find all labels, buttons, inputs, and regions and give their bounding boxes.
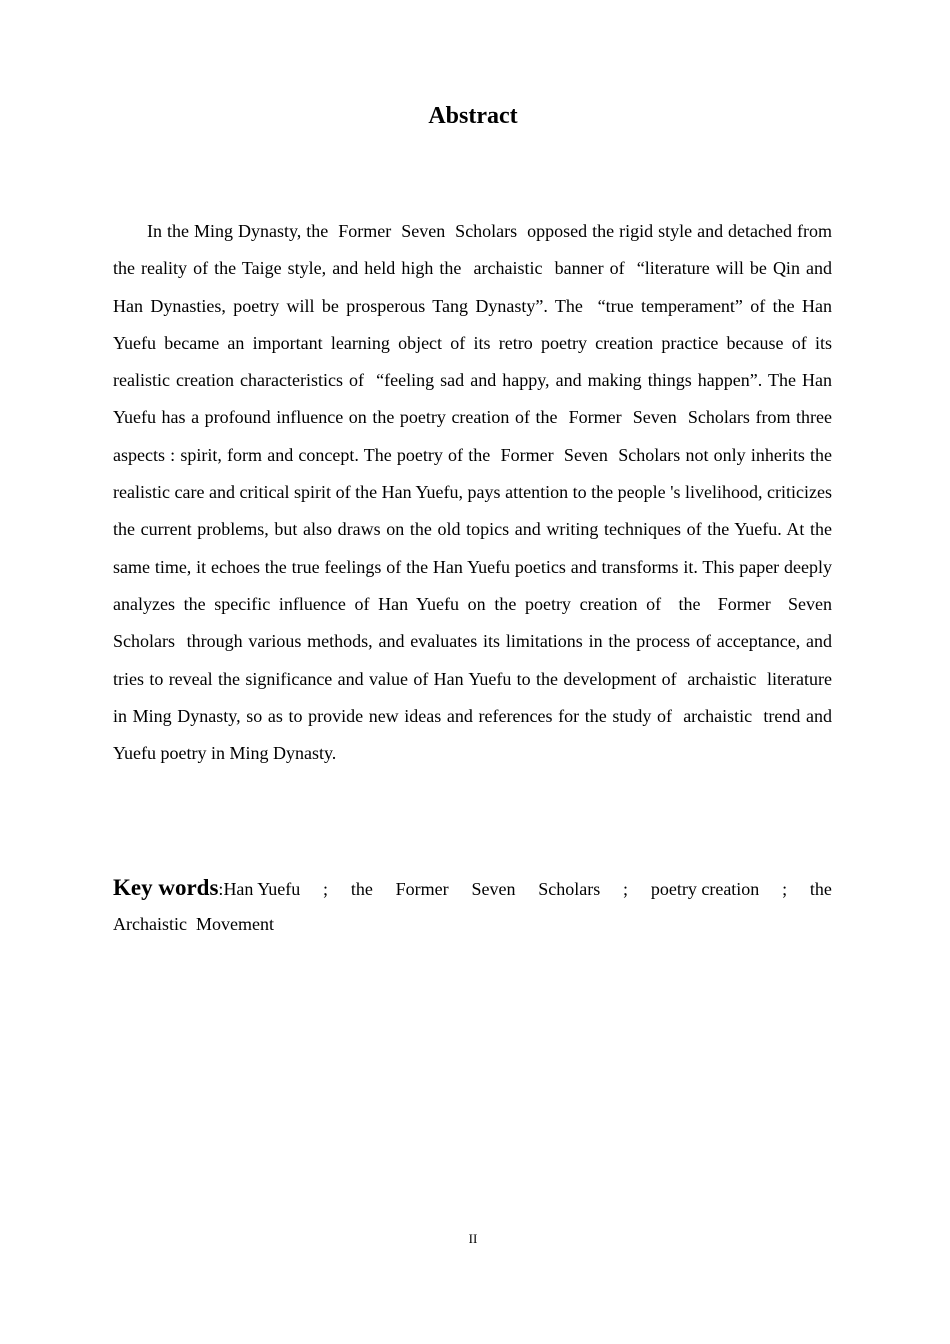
abstract-title: Abstract xyxy=(428,103,518,129)
page-number: II xyxy=(468,1231,478,1246)
keywords-label-group xyxy=(113,870,300,907)
keyword-item: the xyxy=(350,879,373,899)
keyword-item: the xyxy=(809,879,832,899)
keywords-second-line: Archaistic Movement xyxy=(113,914,274,934)
keywords-first-line xyxy=(113,870,832,907)
keyword-item: Former xyxy=(395,879,449,899)
keyword-item: Seven xyxy=(471,879,516,899)
keyword-separator: ; xyxy=(623,879,629,899)
keyword-separator: ; xyxy=(323,879,329,899)
keyword-item: poetry creation xyxy=(650,879,760,899)
keyword-separator: ; xyxy=(782,879,788,899)
keywords-label: Key words xyxy=(113,875,219,900)
keyword-item: Scholars xyxy=(538,879,601,899)
abstract-body: In the Ming Dynasty, the Former Seven Scholars opposed the rigid style and detached from the reality of the Taige style, and held high the archaistic banner of “literature will be Qin and Han Dynasties, poetry will be prosperous Tang Dynasty”. The “true temperament” of the Han Yuefu became an important learning object of its retro poetry creation practice because of its realistic creation characteristics of “feeling sad and happy, and making things happen”. The Han Yuefu has a profound influence on the poetry creation of the Former Seven Scholars from three aspects : spirit, form and concept. The poetry of the Former Seven Scholars not only inherits the realistic care and critical spirit of the Han Yuefu, pays attention to the people 's livelihood, criticizes the current problems, but also draws on the old topics and writing techniques of the Yuefu. At the same time, it echoes the true feelings of the Han Yuefu poetics and transforms it. This paper deeply analyzes the specific influence of Han Yuefu on the poetry creation of the Former Seven Scholars through various methods, and evaluates its limitations in the process of acceptance, and tries to reveal the significance and value of Han Yuefu to the development of archaistic literature in Ming Dynasty, so as to provide new ideas and references for the study of archaistic trend and Yuefu poetry in Ming Dynasty. xyxy=(113,221,841,764)
keyword-item: Han Yuefu xyxy=(223,879,301,899)
keywords-colon: : xyxy=(218,879,224,899)
keywords-section xyxy=(113,870,832,942)
